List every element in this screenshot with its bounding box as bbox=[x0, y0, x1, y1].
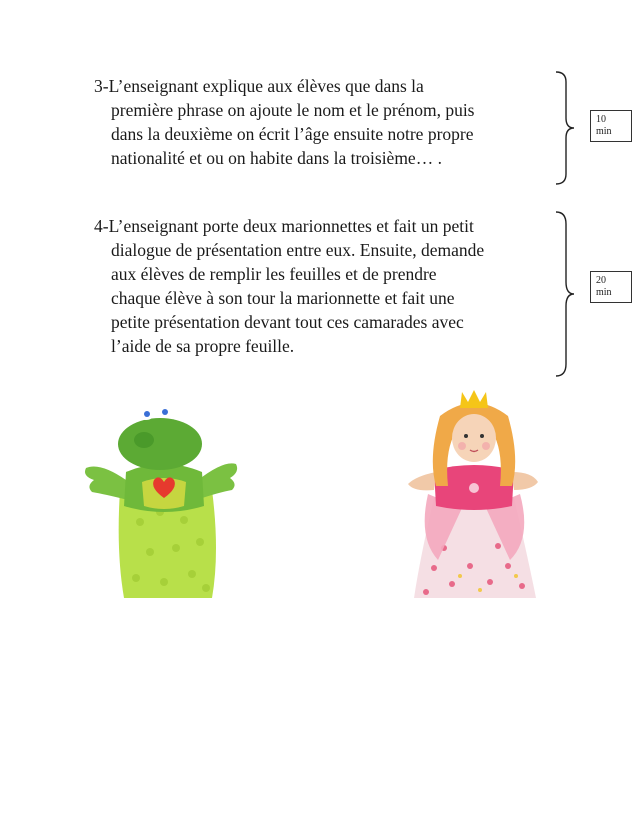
step-3-line-3: dans la deuxième on écrit l’âge ensuite notre propre bbox=[111, 124, 474, 144]
duration-unit: min bbox=[596, 126, 612, 137]
step-3-line-4: nationalité et ou on habite dans la troisième… . bbox=[111, 148, 442, 168]
instruction-step-4 bbox=[94, 214, 564, 358]
step-4-line-4: chaque élève à son tour la marionnette et fait une bbox=[111, 288, 455, 308]
duration-unit: min bbox=[596, 287, 612, 298]
instruction-step-3 bbox=[94, 74, 564, 170]
duration-box-step-4 bbox=[590, 271, 632, 303]
duration-value: 10 bbox=[596, 114, 606, 125]
princess-puppet-icon bbox=[404, 388, 544, 600]
curly-brace-icon bbox=[552, 210, 576, 378]
step-4-line-6: l’aide de sa propre feuille. bbox=[111, 336, 295, 356]
step-4-line-2: dialogue de présentation entre eux. Ensuite, demande bbox=[111, 240, 485, 260]
step-3-line-1: 3-L’enseignant explique aux élèves que dans la bbox=[94, 76, 424, 96]
step-3-line-2: première phrase on ajoute le nom et le prénom, puis bbox=[111, 100, 475, 120]
duration-box-step-3 bbox=[590, 110, 632, 142]
curly-brace-icon bbox=[552, 70, 576, 186]
step-4-line-5: petite présentation devant tout ces camarades avec bbox=[111, 312, 464, 332]
frog-puppet-icon bbox=[80, 402, 240, 602]
step-4-line-1: 4-L’enseignant porte deux marionnettes et fait un petit bbox=[94, 216, 474, 236]
step-4-line-3: aux élèves de remplir les feuilles et de prendre bbox=[111, 264, 437, 284]
duration-value: 20 bbox=[596, 275, 606, 286]
